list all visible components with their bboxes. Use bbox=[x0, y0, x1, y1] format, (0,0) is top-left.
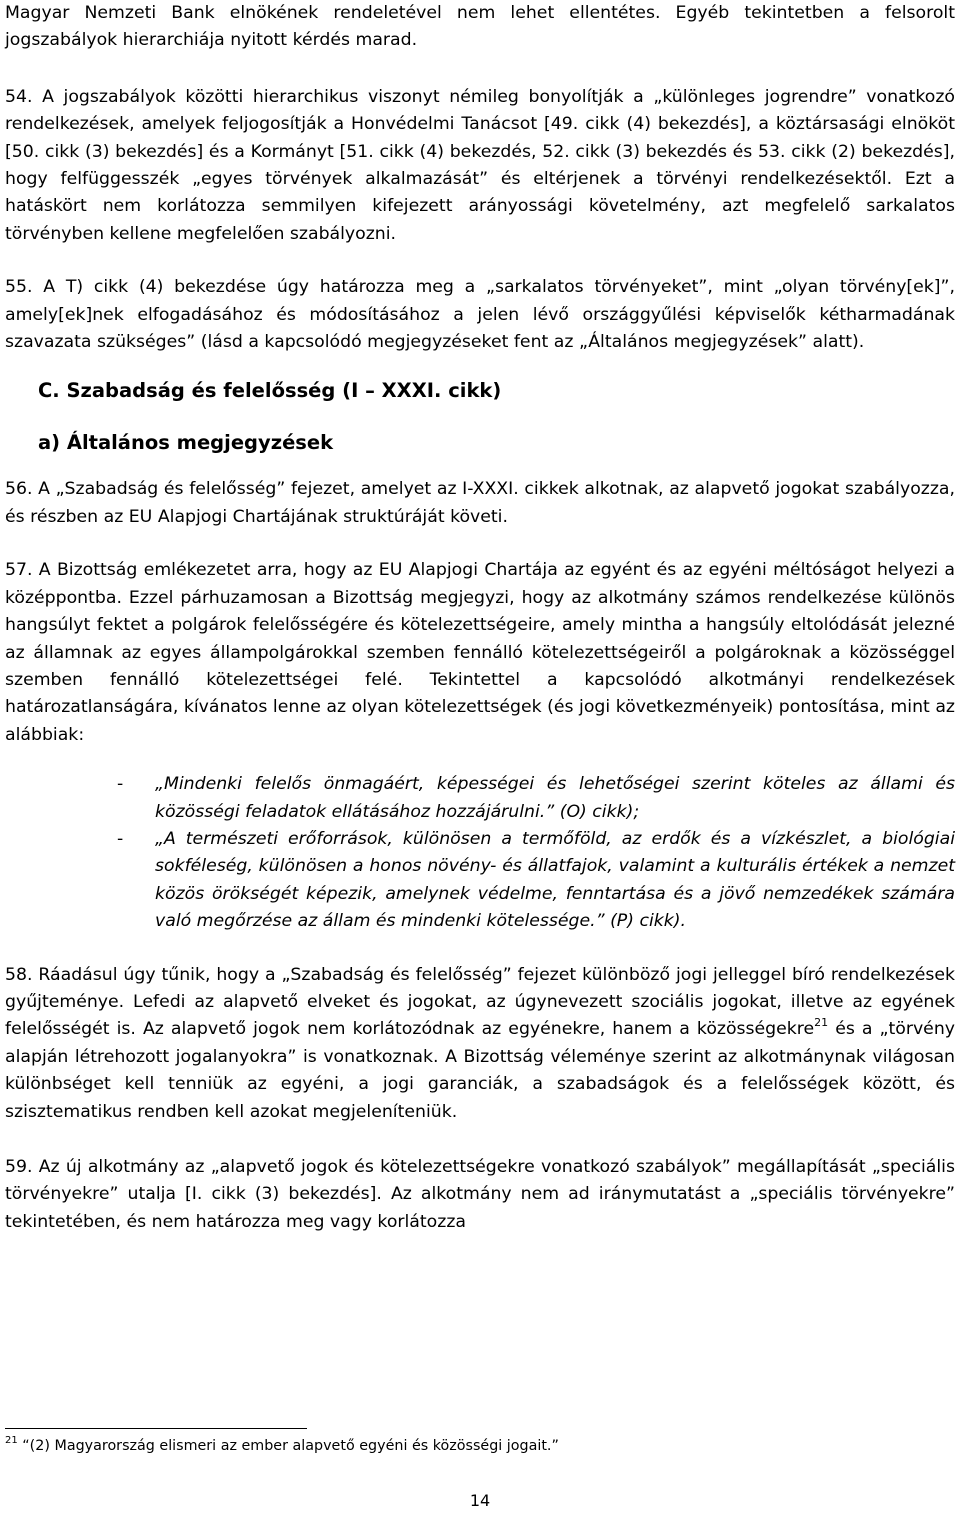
list-item bbox=[5, 771, 955, 826]
obligations-list bbox=[5, 771, 955, 935]
paragraph-58-text-a: 58. Ráadásul úgy tűnik, hogy a „Szabadság és felelősség” fejezet különböző jogi jelleggel bíró rendelkezések gyűjteménye. Lefedi az alapvető elveket és jogokat, az úgynevezett szociális jogokat, illetve az egyének felelősségét is. Az alapvető jogok nem korlátozódnak az egyénekre, hanem a közösségekre bbox=[5, 964, 955, 1040]
footnote-marker: 21 bbox=[5, 1435, 18, 1446]
paragraph-57: 57. A Bizottság emlékezetet arra, hogy az EU Alapjogi Chartája az egyént és az egyéni méltóságot helyezi a középpontba. Ezzel párhuzamosan a Bizottság megjegyzi, hogy az alkotmány számos rendelkezése különös hangsúlyt fektet a polgárok felelősségére és kötelezettségeire, amely mintha a hangsúly eltolódását jelezné az államnak az egyes állampolgárokkal szemben fennálló kötelezettségeiről a polgároknak a közösséggel szemben fennálló kötelezettségei felé. Tekintettel a kapcsolódó alkotmányi rendelkezések határozatlanságára, kívánatos lenne az olyan kötelezettségek (és jogi következményeik) pontosítása, mint az alábbiak: bbox=[5, 560, 955, 745]
section-heading-c: C. Szabadság és felelősség (I – XXXI. cikk) bbox=[38, 379, 502, 403]
footnote-reference[interactable]: 21 bbox=[814, 1016, 829, 1030]
page-number: 14 bbox=[469, 1491, 491, 1510]
paragraph-54: 54. A jogszabályok közötti hierarchikus viszonyt némileg bonyolítják a „különleges jogrendre” vonatkozó rendelkezések, amelyek feljogosítják a Honvédelmi Tanácsot [49. cikk (4) bekezdés], a köztársasági elnököt [50. cikk (3) bekezdés] és a Kormányt [51. cikk (4) bekezdés, 52. cikk (3) bekezdés és 53. cikk (2) bekezdés], hogy felfüggesszék „egyes törvények alkalmazását” és eltérjenek a törvényi rendelkezésektől. Ezt a hatáskört nem korlátozza semmilyen kifejezett arányossági követelmény, azt megfelelő sarkalatos törvényben kellene megfelelően szabályozni. bbox=[5, 86, 955, 244]
list-item-text: „Mindenki felelős önmagáért, képességei és lehetőségei szerint köteles az állami és közösségi feladatok ellátásához hozzájárulni.” (O) cikk); bbox=[155, 774, 955, 822]
paragraph-intro: Magyar Nemzeti Bank elnökének rendeletével nem lehet ellentétes. Egyéb tekintetben a felsorolt jogszabályok hierarchiája nyitott kérdés marad. bbox=[5, 3, 955, 51]
footnote-text: “(2) Magyarország elismeri az ember alapvető egyéni és közösségi jogait.” bbox=[17, 1438, 559, 1454]
paragraph-59: 59. Az új alkotmány az „alapvető jogok és kötelezettségekre vonatkozó szabályok” megállapítását „speciális törvényekre” utalja [I. cikk (3) bekezdés]. Az alkotmány nem ad iránymutatást a „speciális törvényekre” tekintetében, és nem határozza meg vagy korlátozza bbox=[5, 1157, 955, 1232]
list-dash: - bbox=[117, 828, 124, 849]
list-dash: - bbox=[117, 774, 124, 795]
paragraph-56: 56. A „Szabadság és felelősség” fejezet, amelyet az I-XXXI. cikkek alkotnak, az alapvető jogokat szabályozza, és részben az EU Alapjogi Chartájának struktúráját követi. bbox=[5, 479, 955, 527]
paragraph-58-text-b: és a „törvény alapján létrehozott jogalanyokra” is vonatkoznak. A Bizottság véleménye szerint az alkotmánynak világosan különbséget kell tenniük az egyéni, a jogi garanciák, a szabadságok és a felelősségek között, és szisztematikus rendben kell azokat megjeleníteniük. bbox=[5, 1019, 955, 1122]
footnote bbox=[5, 1436, 559, 1456]
list-item bbox=[5, 826, 955, 936]
subsection-heading-a: a) Általános megjegyzések bbox=[38, 431, 334, 455]
paragraph-58 bbox=[5, 962, 955, 1126]
document-page bbox=[5, 0, 955, 1521]
footnote-separator bbox=[5, 1428, 307, 1429]
paragraph-55: 55. A T) cikk (4) bekezdése úgy határozza meg a „sarkalatos törvényeket”, mint „olyan törvény[ek]”, amely[ek]nek elfogadásához és módosításához a jelen lévő országgyűlési képviselők kétharmadának szavazata szükséges” (lásd a kapcsolódó megjegyzéseket fent az „Általános megjegyzések” alatt). bbox=[5, 277, 955, 353]
list-item-text: „A természeti erőforrások, különösen a termőföld, az erdők és a vízkészlet, a biológiai sokféleség, különösen a honos növény- és állatfajok, valamint a kulturális értékek a nemzet közös örökségét képezik, amelynek védelme, fenntartása és a jövő nemzedékek számára való megőrzése az állam és mindenki kötelessége.” (P) cikk). bbox=[155, 828, 955, 932]
